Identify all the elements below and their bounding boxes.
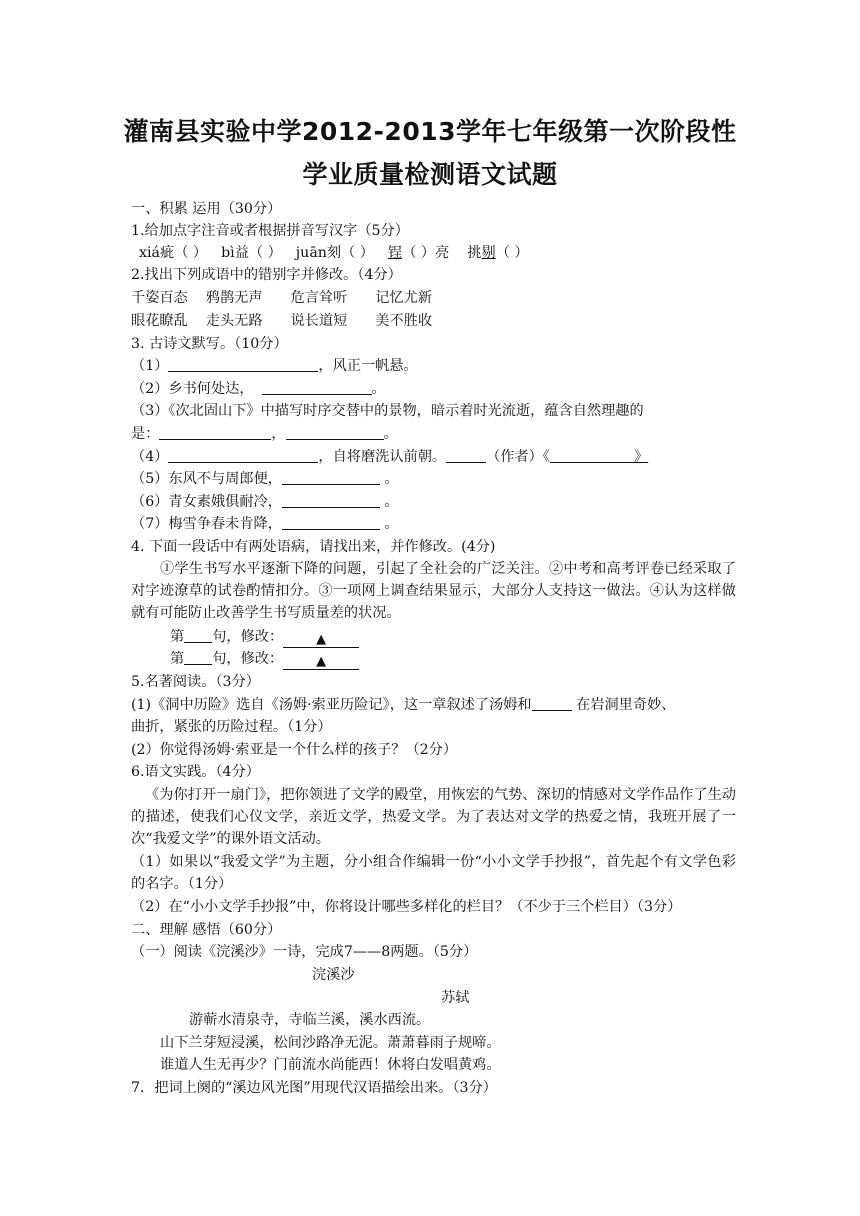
recitation-3b <box>131 423 736 445</box>
recitation-7 <box>131 513 736 535</box>
poem-text: 》 <box>633 449 649 465</box>
section-heading-2: 二、理解 感悟（60分） <box>131 922 282 938</box>
poem-text: （2）乡书何处达， <box>131 381 254 397</box>
answer-blank[interactable] <box>168 448 318 463</box>
correction-blank[interactable] <box>283 655 359 670</box>
question-5-stem: 5.名著阅读。（3分） <box>131 674 260 690</box>
question-3-stem: 3. 古诗文默写。（10分） <box>131 336 288 352</box>
poem-text: （6）青女素娥俱耐冷， <box>131 494 282 510</box>
idiom: 危言耸听 <box>290 290 348 306</box>
answer-line-2 <box>170 648 775 670</box>
idiom-row-2 <box>131 310 736 332</box>
answer-blank[interactable] <box>159 425 271 440</box>
poem-text: 是： <box>131 426 160 442</box>
answer-line-1 <box>170 626 775 648</box>
idiom: 眼花瞭乱 <box>131 313 188 329</box>
idiom: 鸦鹊无声 <box>205 290 263 306</box>
answer-label: 句，修改： <box>212 651 284 667</box>
recitation-2 <box>131 378 736 400</box>
pinyin-xia: xiá <box>139 245 160 261</box>
question-5-part-1 <box>131 694 736 716</box>
item-number: （1） <box>131 358 169 374</box>
answer-blank[interactable] <box>168 357 318 372</box>
answer-label: 第 <box>170 651 185 667</box>
question-2-stem: 2.找出下列成语中的错别字并修改。（4分） <box>131 267 402 283</box>
question-1-items <box>139 242 744 264</box>
pinyin-juan: juān <box>295 245 327 261</box>
question-6-part-1: （1）如果以“我爱文学”为主题，分小组合作编辑一份“小小文学手抄报”，首先起个有文学色彩的名字。（1分） <box>131 854 736 892</box>
title-blank[interactable] <box>550 448 634 463</box>
idiom: 记忆尤新 <box>375 290 433 306</box>
idiom: 美不胜收 <box>375 313 433 329</box>
poem-intro: （一）阅读《浣溪沙》一诗，完成7——8两题。（5分） <box>131 944 478 960</box>
punct: 。 <box>379 494 399 510</box>
question-text: (1)《洞中历险》选自《汤姆·索亚历险记》，这一章叙述了汤姆和 <box>131 697 532 713</box>
triangle-icon: ▲ <box>316 632 327 647</box>
q1-item-1: 疵（ ） <box>160 245 208 261</box>
poem-text: （7）梅雪争春未肯降， <box>131 516 282 532</box>
question-6-stem: 6.语文实践。（4分） <box>131 764 260 780</box>
sentence-number-blank[interactable] <box>184 628 212 643</box>
recitation-5 <box>131 468 736 490</box>
recitation-6 <box>131 491 736 513</box>
char-ti: 剔 <box>481 245 496 261</box>
pinyin-bi: bì <box>221 245 235 261</box>
punct: 。 <box>379 516 399 532</box>
correction-blank[interactable] <box>283 633 359 648</box>
idiom: 千姿百态 <box>131 290 188 306</box>
question-7-stem: 7．把词上阕的“溪边风光图”用现代汉语描绘出来。（3分） <box>131 1080 497 1096</box>
answer-blank[interactable] <box>262 380 372 395</box>
answer-label: 第 <box>170 629 185 645</box>
poem-line-1: 山下兰芽短浸溪，松间沙路净无泥。萧萧暮雨子规啼。 <box>160 1035 501 1051</box>
q1-item-3: 刻（ ） <box>326 245 374 261</box>
answer-blank[interactable] <box>532 696 572 711</box>
question-6-passage: 《为你打开一扇门》，把你领进了文学的殿堂，用恢宏的气势、深切的情感对文学作品作了生动的描述，使我们心仪文学，亲近文学，热爱文学。为了表达对文学的热爱之情，我班开展了一次“我爱文学”的课外语文活动。 <box>131 787 736 847</box>
punct: 。 <box>383 426 398 442</box>
char-zeng: 锃 <box>388 245 403 261</box>
poem-author: 苏轼 <box>441 990 470 1006</box>
question-4-stem: 4. 下面一段话中有两处语病，请找出来，并作修改。(4分) <box>131 539 496 555</box>
question-text: 在岩洞里奇妙、 <box>571 697 676 713</box>
poem-title: 浣溪沙 <box>312 967 355 983</box>
item-number: （4） <box>131 449 169 465</box>
author-blank[interactable] <box>446 448 486 463</box>
q1-item-5: （ ） <box>495 245 529 261</box>
idiom: 说长道短 <box>290 313 348 329</box>
exam-title-line-1: 灌南县实验中学2012-2013学年七年级第一次阶段性 <box>123 117 737 146</box>
answer-blank[interactable] <box>282 493 380 508</box>
q1-item-4: （ ）亮 <box>402 245 450 261</box>
poem-text: 。 <box>371 381 386 397</box>
question-5-part-2: (2）你觉得汤姆·索亚是一个什么样的孩子？（2分） <box>131 742 458 758</box>
poem-line-2: 谁道人生无再少？门前流水尚能西！休将白发唱黄鸡。 <box>160 1057 501 1073</box>
recitation-1 <box>131 355 736 377</box>
idiom: 走头无路 <box>205 313 263 329</box>
sentence-number-blank[interactable] <box>184 650 212 665</box>
question-1-stem: 1.给加点字注音或者根据拼音写汉字（5分） <box>131 223 409 239</box>
poem-text: ，风正一帆悬。 <box>318 358 418 374</box>
q1-item-2: 益（ ） <box>234 245 282 261</box>
answer-blank[interactable] <box>286 425 384 440</box>
answer-label: 句，修改： <box>212 629 284 645</box>
punct: 。 <box>379 471 399 487</box>
question-4-passage: ①学生书写水平逐渐下降的问题，引起了全社会的广泛关注。②中考和高考评卷已经采取了对字迹潦草的试卷酌情扣分。③一项网上调查结果显示，大部分人支持这一做法。④认为这样做就有可能防止改善学生书写质量差的状况。 <box>131 561 736 621</box>
char-tiao: 挑 <box>467 245 482 261</box>
question-6-part-2: （2）在“小小文学手抄报”中，你将设计哪些多样化的栏目？（不少于三个栏目）（3分） <box>131 899 682 915</box>
question-5-part-1-cont: 曲折，紧张的历险过程。（1分） <box>131 719 332 735</box>
section-heading-1: 一、积累 运用（30分） <box>131 201 282 217</box>
exam-title-line-2: 学业质量检测语文试题 <box>302 160 558 189</box>
poem-text: （作者）《 <box>486 449 550 465</box>
recitation-4 <box>131 446 736 468</box>
poem-text: （5）东风不与周郎便， <box>131 471 282 487</box>
answer-blank[interactable] <box>282 515 380 530</box>
recitation-3a: （3）《次北固山下》中描写时序交替中的景物，暗示着时光流逝，蕴含自然理趣的 <box>131 403 644 419</box>
idiom-row-1 <box>131 287 736 309</box>
poem-text: ，自将磨洗认前朝。 <box>318 449 447 465</box>
answer-blank[interactable] <box>282 470 380 485</box>
punct: ， <box>271 426 286 442</box>
poem-preface: 游蕲水清泉寺，寺临兰溪，溪水西流。 <box>189 1012 431 1028</box>
triangle-icon: ▲ <box>316 654 327 669</box>
